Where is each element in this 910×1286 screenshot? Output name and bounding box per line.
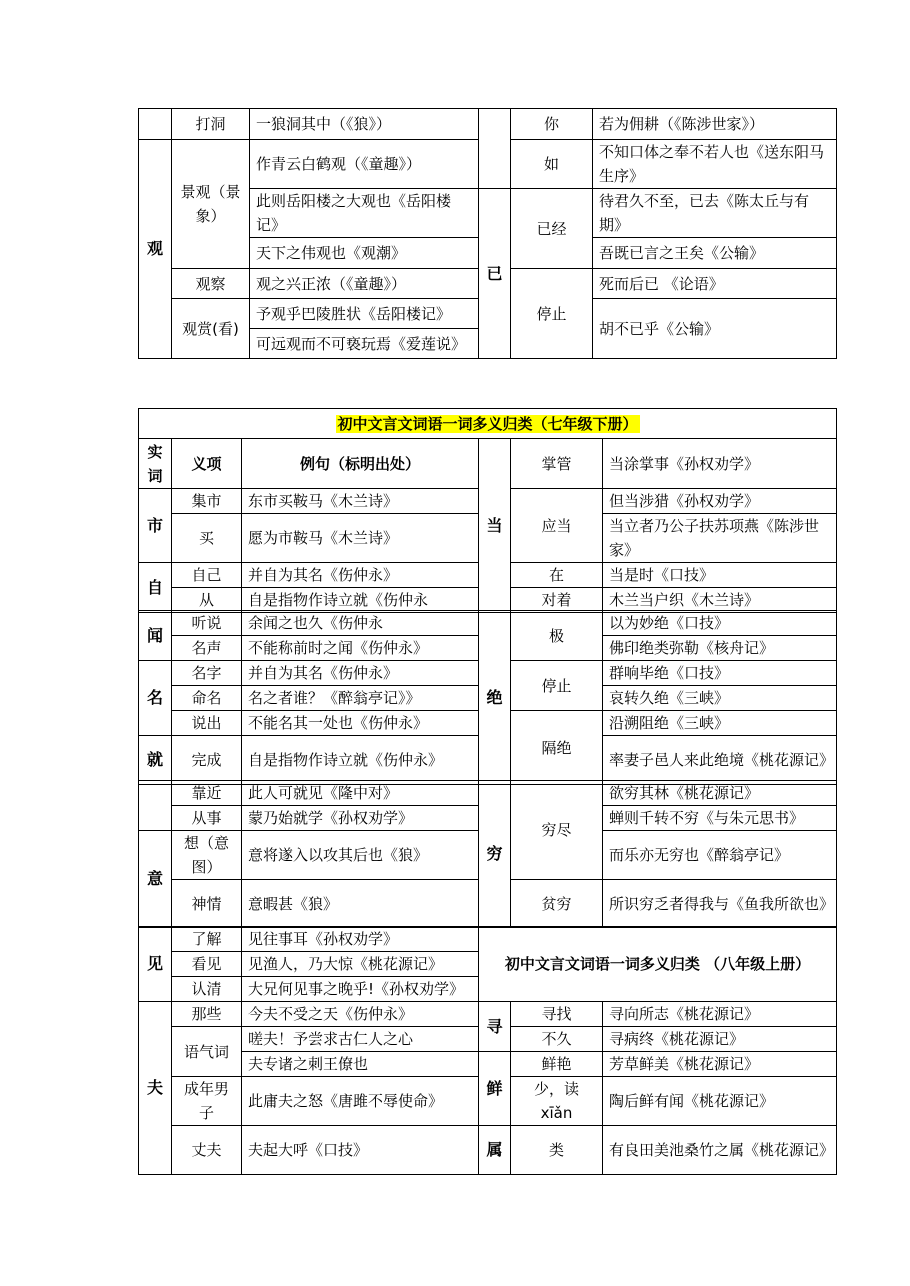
header-char: 实词 <box>139 439 172 489</box>
title-text: 初中文言文词语一词多义归类（七年级下册） <box>337 414 638 433</box>
cell-meaning: 名字 <box>172 661 242 686</box>
cell-example: 自是指物作诗立就《伤仲永》 <box>242 736 479 785</box>
cell-example: 东市买鞍马《木兰诗》 <box>242 489 479 514</box>
cell-meaning: 听说 <box>172 611 242 636</box>
cell-meaning: 了解 <box>172 927 242 952</box>
cell-meaning: 从事 <box>172 806 242 831</box>
cell-example: 不能名其一处也《伤仲永》 <box>242 711 479 736</box>
cell-example: 名之者谁？《醉翁亭记》》 <box>242 686 479 711</box>
cell-meaning: 语气词 <box>172 1027 242 1077</box>
cell-example: 不能称前时之闻《伤仲永》 <box>242 636 479 661</box>
cell-meaning-right: 鲜艳 <box>511 1052 603 1077</box>
cell-char-right: 已 <box>479 189 511 359</box>
cell-example-right: 蝉则千转不穷《与朱元思书》 <box>603 806 837 831</box>
cell-example-right: 当立者乃公子扶苏项燕《陈涉世家》 <box>603 514 837 563</box>
cell-char: 观 <box>139 140 172 359</box>
cell-example-right: 而乐亦无穷也《醉翁亭记》 <box>603 831 837 880</box>
cell-example-right: 胡不已乎《公输》 <box>593 299 837 359</box>
cell-example: 此庸夫之怒《唐雎不辱使命》 <box>242 1077 479 1126</box>
cell-example-right: 佛印绝类弥勒《核舟记》 <box>603 636 837 661</box>
cell-example: 一狼洞其中（《狼》） <box>250 109 479 140</box>
cell-meaning-right: 类 <box>511 1126 603 1175</box>
cell-example-right: 群响毕绝《口技》 <box>603 661 837 686</box>
cell-example-right: 寻病终《桃花源记》 <box>603 1027 837 1052</box>
cell-example-right: 有良田美池桑竹之属《桃花源记》 <box>603 1126 837 1175</box>
cell-char: 见 <box>139 927 172 1002</box>
header-meaning: 义项 <box>172 439 242 489</box>
cell-char-right: 穷 <box>479 781 511 928</box>
cell-example: 并自为其名《伤仲永》 <box>242 661 479 686</box>
cell-char: 就 <box>139 736 172 785</box>
cell-char: 夫 <box>139 1002 172 1175</box>
cell-example-right: 当涂掌事《孙权劝学》 <box>603 439 837 489</box>
cell-example: 嗟夫！予尝求古仁人之心 <box>242 1027 479 1052</box>
cell-char-right <box>479 109 511 189</box>
header-example: 例句（标明出处） <box>242 439 479 489</box>
cell-meaning-right: 如 <box>511 140 593 189</box>
cell-meaning: 名声 <box>172 636 242 661</box>
cell-example: 夫专诸之刺王僚也 <box>242 1052 479 1077</box>
cell-example-right: 芳草鲜美《桃花源记》 <box>603 1052 837 1077</box>
cell-char-right: 当 <box>479 439 511 613</box>
cell-meaning: 丈夫 <box>172 1126 242 1175</box>
cell-meaning: 成年男子 <box>172 1077 242 1126</box>
cell-example-right: 不知口体之奉不若人也《送东阳马生序》 <box>593 140 837 189</box>
cell-example-right: 死而后已 《论语》 <box>593 269 837 299</box>
cell-char: 名 <box>139 661 172 736</box>
cell-meaning-right: 你 <box>511 109 593 140</box>
cell-example-right: 但当涉猎《孙权劝学》 <box>603 489 837 514</box>
cell-char-right: 属 <box>479 1126 511 1175</box>
cell-char-right: 鲜 <box>479 1052 511 1126</box>
cell-meaning: 从 <box>172 588 242 613</box>
table-title <box>139 409 837 439</box>
cell-meaning: 认清 <box>172 977 242 1002</box>
cell-example: 作青云白鹤观（《童趣》） <box>250 140 479 189</box>
cell-char-right: 绝 <box>479 611 511 785</box>
cell-example-right: 欲穷其林《桃花源记》 <box>603 781 837 806</box>
cell-meaning: 靠近 <box>172 781 242 806</box>
cell-example-right: 吾既已言之王矣《公输》 <box>593 238 837 269</box>
cell-meaning: 观察 <box>172 269 250 299</box>
cell-example: 此人可就见《隆中对》 <box>242 781 479 806</box>
cell-meaning: 买 <box>172 514 242 563</box>
cell-example-right: 若为佣耕（《陈涉世家》） <box>593 109 837 140</box>
cell-example-right: 木兰当户织《木兰诗》 <box>603 588 837 613</box>
section-title-grade8: 初中文言文词语一词多义归类 （八年级上册） <box>479 927 837 1002</box>
cell-char <box>139 781 172 831</box>
polysemy-table-grade7-part2b <box>138 610 837 785</box>
cell-example: 见渔人，乃大惊《桃花源记》 <box>242 952 479 977</box>
cell-meaning: 说出 <box>172 711 242 736</box>
cell-meaning: 观赏(看) <box>172 299 250 359</box>
cell-meaning: 神情 <box>172 880 242 928</box>
cell-meaning-right: 在 <box>511 563 603 588</box>
cell-meaning: 那些 <box>172 1002 242 1027</box>
cell-meaning-right: 隔绝 <box>511 711 603 785</box>
cell-meaning: 自己 <box>172 563 242 588</box>
cell-example: 大兄何见事之晚乎!《孙权劝学》 <box>242 977 479 1002</box>
cell-example: 见往事耳《孙权劝学》 <box>242 927 479 952</box>
cell-char: 市 <box>139 489 172 563</box>
cell-char <box>139 109 172 140</box>
cell-example: 意将遂入以攻其后也《狼》 <box>242 831 479 880</box>
cell-example: 并自为其名《伤仲永》 <box>242 563 479 588</box>
cell-example: 夫起大呼《口技》 <box>242 1126 479 1175</box>
cell-meaning-right: 已经 <box>511 189 593 269</box>
cell-example: 余闻之也久《伤仲永 <box>242 611 479 636</box>
cell-example: 愿为市鞍马《木兰诗》 <box>242 514 479 563</box>
cell-example: 意暇甚《狼》 <box>242 880 479 928</box>
cell-example: 天下之伟观也《观潮》 <box>250 238 479 269</box>
cell-meaning-right: 贫穷 <box>511 880 603 928</box>
cell-meaning-right: 停止 <box>511 661 603 711</box>
cell-meaning: 命名 <box>172 686 242 711</box>
cell-example-right: 陶后鲜有闻《桃花源记》 <box>603 1077 837 1126</box>
polysemy-table-grade8-start <box>138 926 837 1175</box>
cell-meaning: 想（意图） <box>172 831 242 880</box>
cell-example: 自是指物作诗立就《伤仲永 <box>242 588 479 613</box>
cell-example: 此则岳阳楼之大观也《岳阳楼记》 <box>250 189 479 238</box>
cell-meaning-right: 停止 <box>511 269 593 359</box>
cell-meaning-right: 极 <box>511 611 603 661</box>
cell-example: 予观乎巴陵胜状《岳阳楼记》 <box>250 299 479 329</box>
cell-example: 今夫不受之天《伤仲永》 <box>242 1002 479 1027</box>
cell-meaning-right: 对着 <box>511 588 603 613</box>
cell-char: 闻 <box>139 611 172 661</box>
cell-meaning-right: 少，读 xīǎn <box>511 1077 603 1126</box>
cell-meaning-right: 寻找 <box>511 1002 603 1027</box>
cell-meaning-right: 穷尽 <box>511 781 603 880</box>
cell-meaning: 集市 <box>172 489 242 514</box>
cell-meaning-right: 不久 <box>511 1027 603 1052</box>
cell-example-right: 沿溯阻绝《三峡》 <box>603 711 837 736</box>
cell-meaning: 打洞 <box>172 109 250 140</box>
cell-meaning: 完成 <box>172 736 242 785</box>
cell-meaning: 景观（景象） <box>172 140 250 269</box>
cell-meaning: 看见 <box>172 952 242 977</box>
cell-example: 蒙乃始就学《孙权劝学》 <box>242 806 479 831</box>
polysemy-table-grade7-part2 <box>138 408 837 613</box>
cell-example-right: 当是时《口技》 <box>603 563 837 588</box>
cell-char: 意 <box>139 831 172 928</box>
polysemy-table-grade7-part2c <box>138 780 837 928</box>
cell-char: 自 <box>139 563 172 613</box>
cell-example-right: 待君久不至，已去《陈太丘与有期》 <box>593 189 837 238</box>
polysemy-table-continued <box>138 108 837 359</box>
cell-example-right: 率妻子邑人来此绝境《桃花源记》 <box>603 736 837 785</box>
cell-example: 观之兴正浓（《童趣》） <box>250 269 479 299</box>
cell-char-right: 寻 <box>479 1002 511 1052</box>
cell-meaning-right: 应当 <box>511 489 603 563</box>
cell-example-right: 以为妙绝《口技》 <box>603 611 837 636</box>
cell-example-right: 所识穷乏者得我与《鱼我所欲也》 <box>603 880 837 928</box>
cell-meaning-right: 掌管 <box>511 439 603 489</box>
cell-example-right: 寻向所志《桃花源记》 <box>603 1002 837 1027</box>
cell-example-right: 哀转久绝《三峡》 <box>603 686 837 711</box>
cell-example: 可远观而不可亵玩焉《爱莲说》 <box>250 329 479 359</box>
